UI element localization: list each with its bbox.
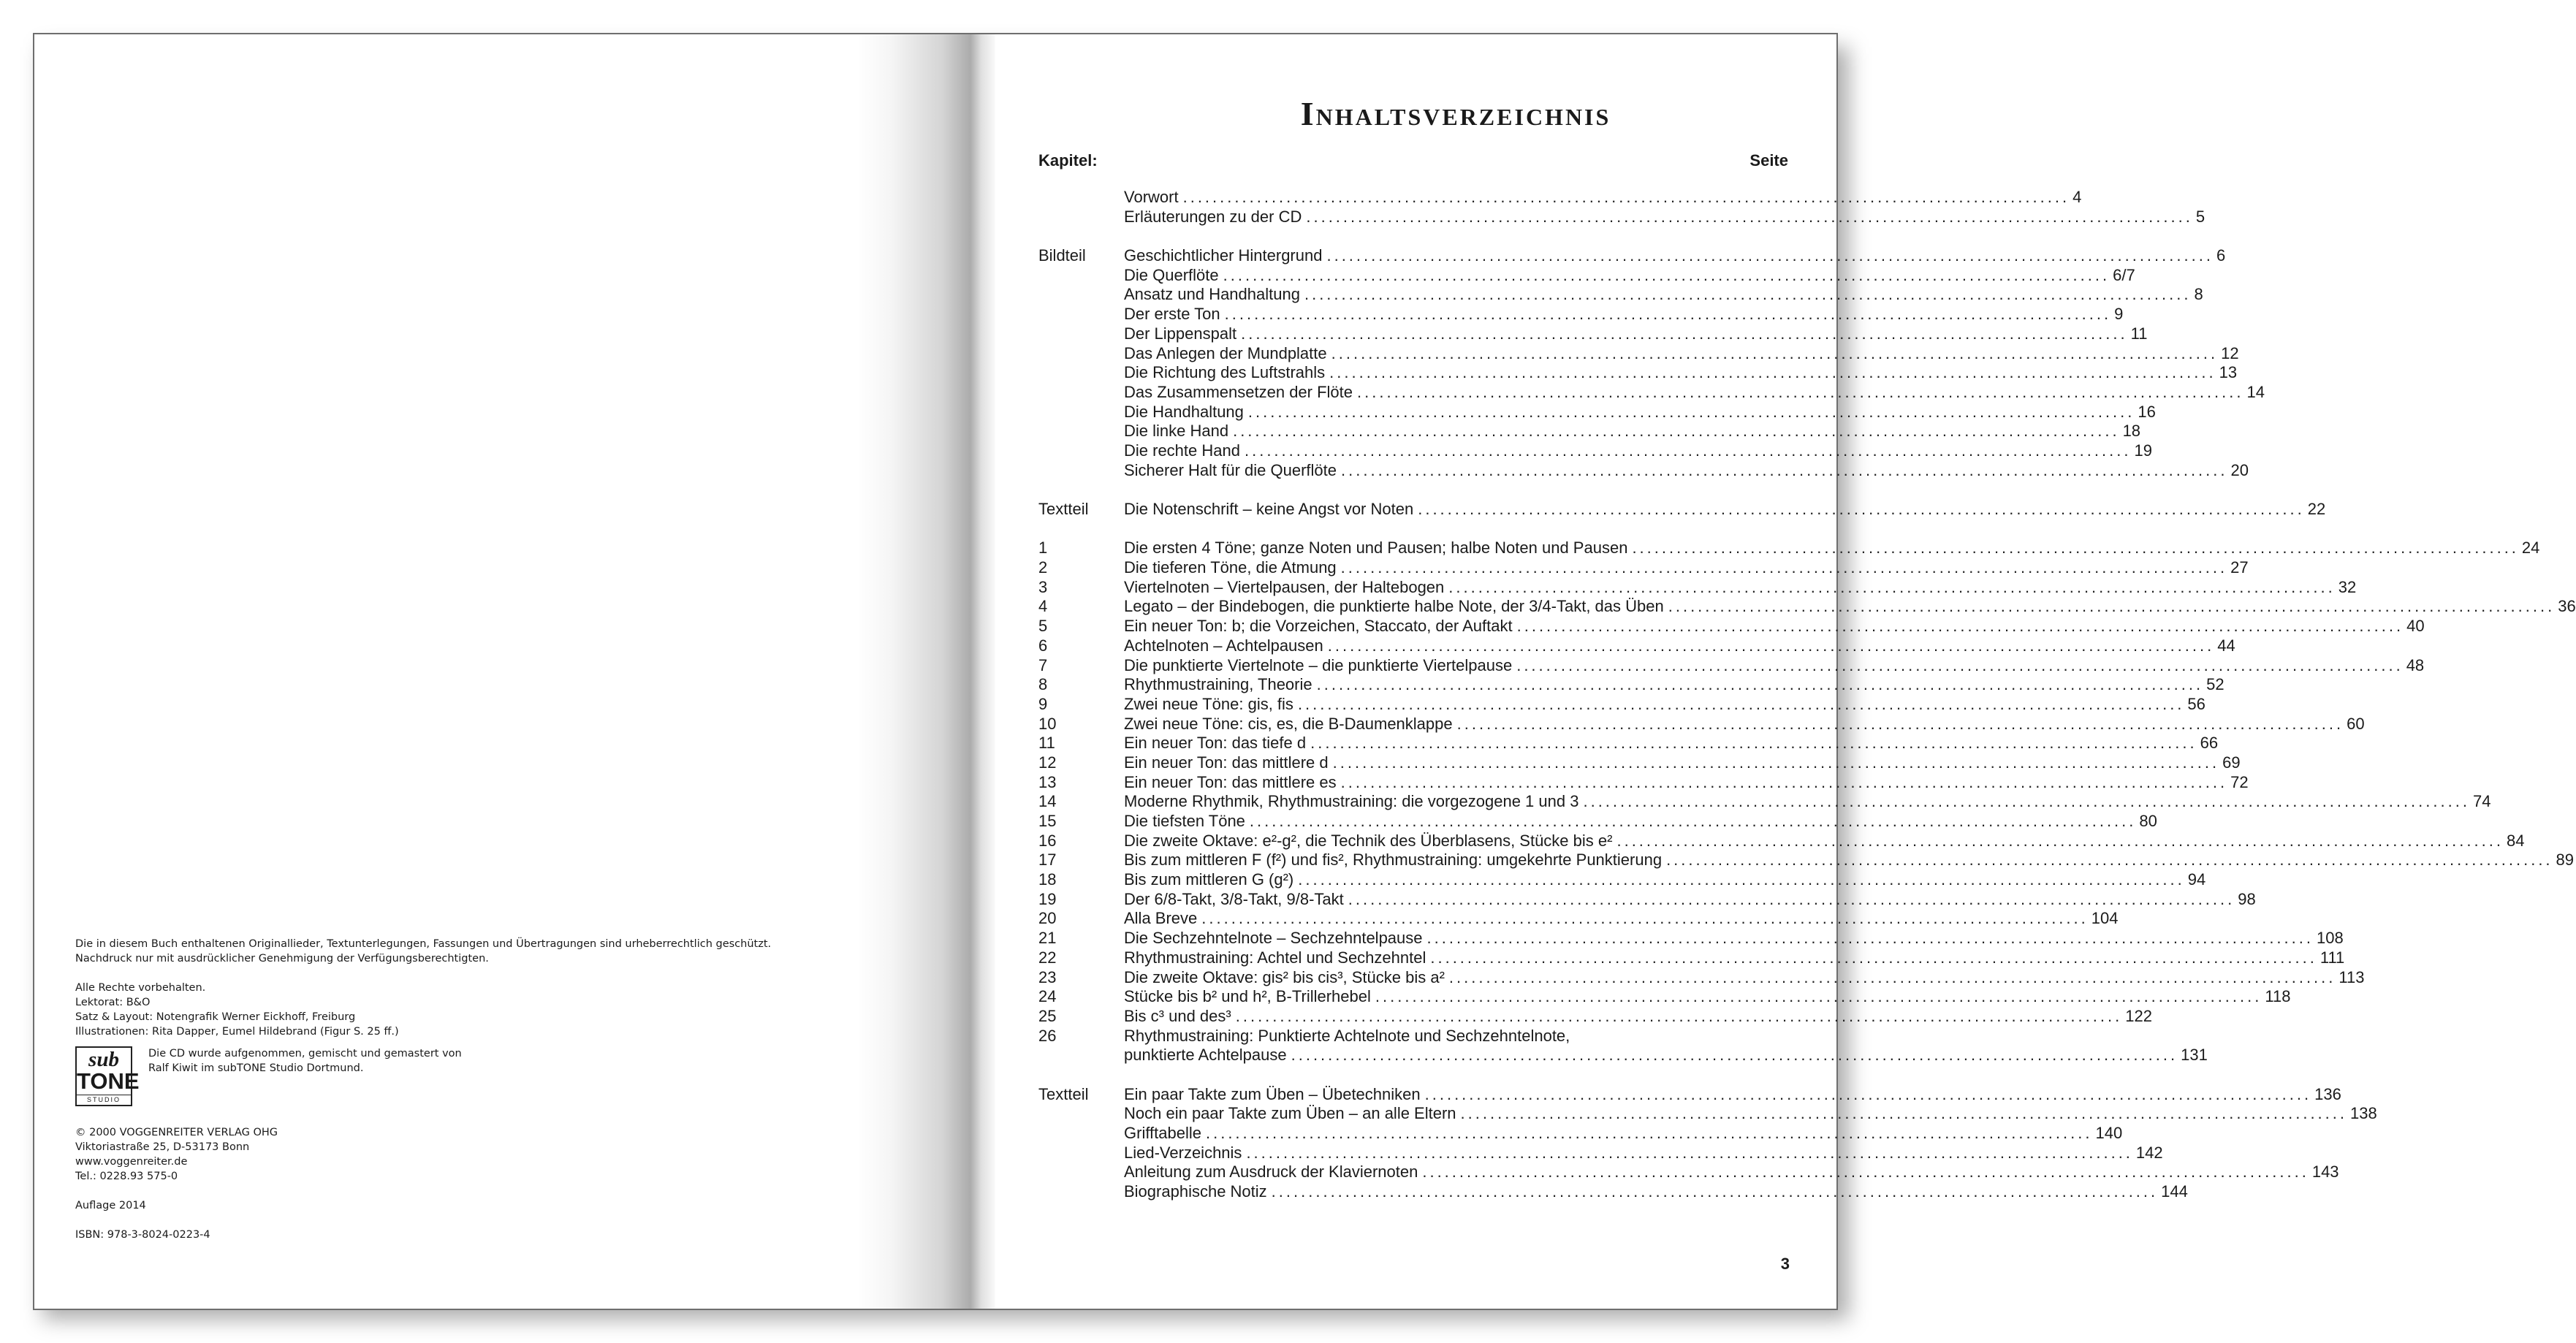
toc-entry-title: Ansatz und Handhaltung xyxy=(1124,285,1300,304)
toc-entry xyxy=(1038,305,2124,324)
toc-entry xyxy=(1038,285,2203,305)
dot-leader: ........................................................................................................................ xyxy=(1306,207,2193,226)
dot-leader: ........................................................................................................................ xyxy=(1247,402,2135,421)
toc-entry xyxy=(1038,929,2344,948)
dot-leader: ........................................................................................................................ xyxy=(1422,1163,2309,1182)
toc-entry xyxy=(1038,870,2206,890)
toc-entry-title: Ein paar Takte zum Üben – Übetechniken xyxy=(1124,1084,1421,1103)
toc-entry-title: Ein neuer Ton: das mittlere d xyxy=(1124,753,1329,772)
toc-entry xyxy=(1038,1026,2208,1065)
dot-leader: ........................................................................................................................ xyxy=(1448,967,2336,986)
toc-entry xyxy=(1038,967,2365,988)
book-gutter xyxy=(856,34,995,1309)
dot-leader: ........................................................................................................................ xyxy=(1244,441,2132,460)
toc-column-page: Seite xyxy=(1749,151,1788,170)
toc-entry xyxy=(1038,812,2157,832)
toc-entry-page: 6 xyxy=(2216,246,2226,265)
toc-entry xyxy=(1038,324,2148,344)
toc-entry-page: 74 xyxy=(2472,792,2491,811)
toc-entry-label: 14 xyxy=(1038,792,1057,811)
toc-entry-page: 13 xyxy=(2219,363,2238,382)
toc-entry-label: 9 xyxy=(1038,694,1048,713)
toc-entry-label: 26 xyxy=(1038,1026,1057,1045)
dot-leader: ........................................................................................................................ xyxy=(1310,734,2197,753)
toc-column-chapter: Kapitel: xyxy=(1038,151,1098,170)
toc-entry-title: Rhythmustraining, Theorie xyxy=(1124,675,1312,694)
dot-leader: ........................................................................................................................ xyxy=(1516,655,2404,674)
toc-entry-title: Die zweite Oktave: e²-g², die Technik des Überblasens, Stücke bis e² xyxy=(1124,831,1613,850)
toc-entry xyxy=(1038,636,2235,656)
toc-entry-title: Die Querflöte xyxy=(1124,265,1219,284)
layout-credit: Satz & Layout: Notengrafik Werner Eickhoff, Freiburg xyxy=(75,1011,356,1023)
toc-entry-page: 136 xyxy=(2314,1084,2341,1103)
toc-entry xyxy=(1038,831,2525,851)
dot-leader: ........................................................................................................................ xyxy=(1430,948,2317,967)
dot-leader: ........................................................................................................................ xyxy=(1316,675,2204,694)
toc-entry xyxy=(1038,1124,2123,1144)
cd-credit-line-1: Die CD wurde aufgenommen, gemischt und gemastert von xyxy=(148,1048,462,1059)
dot-leader: ........................................................................................................................ xyxy=(1348,889,2235,908)
toc-entry xyxy=(1038,792,2491,812)
toc-entry-label: 6 xyxy=(1038,636,1048,655)
toc-entry-title: Geschichtlicher Hintergrund xyxy=(1124,246,1323,265)
dot-leader: ........................................................................................................................ xyxy=(1205,1124,2093,1142)
toc-entry-title: Die Sechzehntelnote – Sechzehntelpause xyxy=(1124,929,1423,948)
toc-entry-page: 69 xyxy=(2222,753,2241,772)
dot-leader: ........................................................................................................................ xyxy=(1456,714,2344,733)
toc-list xyxy=(1038,188,2576,1202)
toc-entry-label: 12 xyxy=(1038,753,1057,772)
toc-entry-title: Achtelnoten – Achtelpausen xyxy=(1124,636,1323,655)
dot-leader: ........................................................................................................................ xyxy=(1241,324,2128,343)
toc-entry xyxy=(1038,889,2256,910)
toc-entry-page: 104 xyxy=(2091,909,2119,928)
toc-entry-page: 143 xyxy=(2311,1163,2339,1182)
toc-entry xyxy=(1038,1182,2188,1202)
toc-entry-page: 89 xyxy=(2556,851,2575,870)
toc-entry xyxy=(1038,734,2219,753)
toc-entry-label: 23 xyxy=(1038,967,1057,986)
toc-entry-page: 66 xyxy=(2200,734,2219,753)
toc-entry xyxy=(1038,1084,2341,1105)
toc-entry-page: 144 xyxy=(2161,1182,2188,1201)
toc-entry xyxy=(1038,558,2249,578)
publisher-phone: Tel.: 0228.93 575-0 xyxy=(75,1171,178,1182)
toc-entry xyxy=(1038,714,2365,734)
illustration-credit: Illustrationen: Rita Dapper, Eumel Hildebrand (Figur S. 25 ff.) xyxy=(75,1026,399,1038)
dot-leader: ........................................................................................................................ xyxy=(1329,363,2216,382)
toc-entry-label: 4 xyxy=(1038,597,1048,616)
lektorat-credit: Lektorat: B&O xyxy=(75,997,151,1008)
toc-entry-page: 140 xyxy=(2095,1124,2123,1142)
dot-leader: ........................................................................................................................ xyxy=(1331,343,2219,362)
toc-entry xyxy=(1038,987,2291,1007)
toc-entry-label: 7 xyxy=(1038,655,1048,674)
toc-entry-title: Der Lippenspalt xyxy=(1124,324,1237,343)
toc-entry-title: Die zweite Oktave: gis² bis cis³, Stücke bis a² xyxy=(1124,967,1445,986)
toc-entry xyxy=(1038,207,2205,227)
cd-credit-block xyxy=(75,1046,806,1106)
toc-entry-title: Die ersten 4 Töne; ganze Noten und Pausen; halbe Noten und Pausen xyxy=(1124,539,1628,558)
toc-entry xyxy=(1038,265,2135,286)
toc-entry xyxy=(1038,597,2576,617)
toc-entry-page: 138 xyxy=(2350,1104,2377,1123)
toc-entry-page: 122 xyxy=(2125,1006,2152,1025)
toc-entry-page: 118 xyxy=(2265,987,2291,1006)
toc-entry xyxy=(1038,753,2241,773)
toc-entry xyxy=(1038,909,2119,929)
toc-entry-label: 5 xyxy=(1038,617,1048,636)
toc-entry-label: Textteil xyxy=(1038,1084,1089,1103)
dot-leader: ........................................................................................................................ xyxy=(1583,792,2470,811)
cd-credit-text xyxy=(148,1046,462,1076)
toc-entry-title: Stücke bis b² und h², B-Trillerhebel xyxy=(1124,987,1371,1006)
toc-entry-page: 84 xyxy=(2506,831,2525,850)
dot-leader: ........................................................................................................................ xyxy=(1298,870,2185,889)
dot-leader: ........................................................................................................................ xyxy=(1424,1084,2312,1103)
toc-entry-label: 20 xyxy=(1038,909,1057,928)
toc-entry-page: 40 xyxy=(2406,617,2425,636)
dot-leader: ........................................................................................................................ xyxy=(1616,831,2504,850)
toc-entry-title: Biographische Notiz xyxy=(1124,1182,1267,1201)
toc-entry-page: 142 xyxy=(2135,1143,2163,1162)
dot-leader: ........................................................................................................................ xyxy=(1223,265,2110,284)
toc-entry xyxy=(1038,675,2224,695)
toc-entry xyxy=(1038,1006,2152,1027)
toc-entry-page: 48 xyxy=(2406,655,2425,674)
toc-entry xyxy=(1038,402,2156,422)
toc-entry-title: Rhythmustraining: Achtel und Sechzehntel xyxy=(1124,948,1426,967)
toc-entry-page: 20 xyxy=(2230,460,2249,479)
dot-leader: ........................................................................................................................ xyxy=(1246,1143,2133,1162)
toc-entry-title: Die linke Hand xyxy=(1124,422,1229,441)
subtone-studio-logo: sub TONE STUDIO xyxy=(75,1046,132,1106)
toc-entry-page: 94 xyxy=(2187,870,2206,889)
toc-entry-page: 12 xyxy=(2221,343,2239,362)
toc-entry xyxy=(1038,1143,2163,1163)
toc-entry xyxy=(1038,343,2239,364)
dot-leader: ........................................................................................................................ xyxy=(1666,851,2553,870)
toc-entry-title: Erläuterungen zu der CD xyxy=(1124,207,1302,226)
toc-entry xyxy=(1038,851,2575,870)
toc-entry-title: Lied-Verzeichnis xyxy=(1124,1143,1242,1162)
toc-entry-label: 16 xyxy=(1038,831,1057,850)
toc-entry-label: 17 xyxy=(1038,851,1057,870)
dot-leader: ........................................................................................................................ xyxy=(1418,500,2305,518)
toc-entry-page: 72 xyxy=(2230,772,2249,791)
toc-entry-title: Alla Breve xyxy=(1124,909,1198,928)
toc-entry-title: Anleitung zum Ausdruck der Klaviernoten xyxy=(1124,1163,1418,1182)
toc-entry-label: Textteil xyxy=(1038,500,1089,518)
toc-entry-page: 32 xyxy=(2338,577,2357,596)
toc-entry-title: Noch ein paar Takte zum Üben – an alle Eltern xyxy=(1124,1104,1456,1123)
toc-entry xyxy=(1038,188,2082,208)
toc-entry-page: 56 xyxy=(2187,694,2205,713)
toc-entry-page: 19 xyxy=(2134,441,2152,460)
toc-entry-label: 21 xyxy=(1038,929,1057,948)
toc-entry-label: 19 xyxy=(1038,889,1057,908)
toc-entry-label: 15 xyxy=(1038,812,1057,830)
toc-entry-page: 44 xyxy=(2217,636,2235,655)
toc-entry-page: 18 xyxy=(2122,422,2141,441)
toc-entry xyxy=(1038,1104,2377,1124)
toc-entry xyxy=(1038,460,2249,481)
toc-entry-title: Die tiefsten Töne xyxy=(1124,812,1245,830)
toc-entry xyxy=(1038,577,2357,598)
dot-leader: ........................................................................................................................ xyxy=(1340,772,2228,791)
toc-entry-page: 52 xyxy=(2206,675,2224,694)
toc-entry-label: 10 xyxy=(1038,714,1057,733)
toc-entry xyxy=(1038,422,2141,441)
dot-leader: ........................................................................................................................ xyxy=(1340,558,2228,577)
toc-entry-label: 11 xyxy=(1038,734,1055,753)
toc-entry-page: 8 xyxy=(2194,285,2203,304)
toc-entry xyxy=(1038,539,2540,558)
dot-leader: ........................................................................................................................ xyxy=(1249,812,2137,830)
toc-entry xyxy=(1038,500,2326,520)
imprint-block xyxy=(75,937,806,1242)
toc-entry xyxy=(1038,1163,2339,1182)
toc-entry-title: Sicherer Halt für die Querflöte xyxy=(1124,460,1337,479)
toc-entry xyxy=(1038,655,2425,676)
dot-leader: ........................................................................................................................ xyxy=(1326,246,2214,265)
dot-leader: ........................................................................................................................ xyxy=(1357,382,2244,401)
toc-title: Inhaltsverzeichnis xyxy=(1300,95,1611,132)
toc-entry-page: 111 xyxy=(2319,948,2345,967)
dot-leader: ........................................................................................................................ xyxy=(1632,539,2519,558)
toc-entry-label: 13 xyxy=(1038,772,1057,791)
toc-entry-label: 24 xyxy=(1038,987,1057,1006)
toc-entry-title-continued: punktierte Achtelpause xyxy=(1124,1046,1287,1065)
toc-entry xyxy=(1038,382,2265,403)
toc-entry-page: 16 xyxy=(2138,402,2156,421)
toc-entry-title: Die rechte Hand xyxy=(1124,441,1240,460)
toc-entry-title: Die Handhaltung xyxy=(1124,402,1244,421)
dot-leader: ........................................................................................................................ xyxy=(1448,577,2336,596)
toc-entry xyxy=(1038,363,2238,383)
dot-leader: ........................................................................................................................ xyxy=(1426,929,2314,948)
toc-entry-page: 22 xyxy=(2307,500,2326,518)
open-book xyxy=(33,33,2576,1310)
dot-leader: ........................................................................................................................ xyxy=(1235,1006,2123,1025)
toc-entry-label: 8 xyxy=(1038,675,1048,694)
cd-credit-line-2: Ralf Kiwit im subTONE Studio Dortmund. xyxy=(148,1062,364,1074)
dot-leader: ........................................................................................................................ xyxy=(1341,460,2228,479)
dot-leader: ........................................................................................................................ xyxy=(1327,636,2215,655)
toc-entry-label: 1 xyxy=(1038,539,1048,558)
toc-entry-title: Das Zusammensetzen der Flöte xyxy=(1124,382,1353,401)
dot-leader: ........................................................................................................................ xyxy=(1668,597,2556,616)
toc-entry-label: 3 xyxy=(1038,577,1048,596)
isbn: ISBN: 978-3-8024-0223-4 xyxy=(75,1229,210,1241)
dot-leader: ........................................................................................................................ xyxy=(1332,753,2220,772)
toc-entry-page: 9 xyxy=(2114,305,2124,324)
dot-leader: ........................................................................................................................ xyxy=(1201,909,2089,928)
toc-entry xyxy=(1038,246,2226,266)
toc-entry-title: Ein neuer Ton: das tiefe d xyxy=(1124,734,1307,753)
dot-leader: ........................................................................................................................ xyxy=(1233,422,2120,441)
toc-entry-page: 5 xyxy=(2195,207,2205,226)
toc-entry-title: Zwei neue Töne: gis, fis xyxy=(1124,694,1293,713)
toc-entry-title: Ein neuer Ton: das mittlere es xyxy=(1124,772,1337,791)
dot-leader: ........................................................................................................................ xyxy=(1516,617,2404,636)
toc-entry-title: Vorwort xyxy=(1124,188,1179,206)
toc-entry-label: Bildteil xyxy=(1038,246,1086,265)
toc-entry-title: Die tieferen Töne, die Atmung xyxy=(1124,558,1337,577)
toc-entry xyxy=(1038,617,2425,636)
toc-entry-title: Bis c³ und des³ xyxy=(1124,1006,1231,1025)
dot-leader: ........................................................................................................................ xyxy=(1291,1046,2178,1065)
dot-leader: ........................................................................................................................ xyxy=(1224,305,2112,324)
toc-entry-page: 113 xyxy=(2338,967,2365,986)
toc-entry-title: Rhythmustraining: Punktierte Achtelnote und Sechzehntelnote, xyxy=(1124,1026,1570,1045)
toc-entry-title: Moderne Rhythmik, Rhythmustraining: die vorgezogene 1 und 3 xyxy=(1124,792,1579,811)
toc-entry-page: 11 xyxy=(2130,324,2148,343)
copyright-notice-2: Nachdruck nur mit ausdrücklicher Genehmigung der Verfügungsberechtigten. xyxy=(75,953,489,965)
rights-reserved: Alle Rechte vorbehalten. xyxy=(75,982,206,994)
copyright-notice-1: Die in diesem Buch enthaltenen Originallieder, Textunterlegungen, Fassungen und Übertragungen sind urheberrechtlich geschützt. xyxy=(75,938,772,950)
toc-entry-title: Legato – der Bindebogen, die punktierte halbe Note, der 3/4-Takt, das Üben xyxy=(1124,597,1664,616)
toc-entry xyxy=(1038,772,2249,793)
dot-leader: ........................................................................................................................ xyxy=(1460,1104,2348,1123)
toc-entry-title: Die Richtung des Luftstrahls xyxy=(1124,363,1326,382)
publisher-name: © 2000 VOGGENREITER VERLAG OHG xyxy=(75,1127,278,1138)
toc-entry-label: 2 xyxy=(1038,558,1048,577)
toc-entry-page: 60 xyxy=(2347,714,2365,733)
dot-leader: ........................................................................................................................ xyxy=(1297,694,2185,713)
toc-entry-page: 24 xyxy=(2521,539,2540,558)
toc-entry xyxy=(1038,948,2345,968)
toc-entry-title: Der 6/8-Takt, 3/8-Takt, 9/8-Takt xyxy=(1124,889,1344,908)
publisher-address: Viktoriastraße 25, D-53173 Bonn xyxy=(75,1141,250,1153)
toc-entry-title: Bis zum mittleren F (f²) und fis², Rhythmustraining: umgekehrte Punktierung xyxy=(1124,851,1663,870)
toc-entry-page: 108 xyxy=(2317,929,2344,948)
toc-entry-page: 131 xyxy=(2181,1046,2208,1065)
toc-entry-page: 4 xyxy=(2072,188,2082,206)
toc-entry-page: 14 xyxy=(2246,382,2265,401)
page-number: 3 xyxy=(1780,1255,1790,1273)
toc-entry-title: Die punktierte Viertelnote – die punktierte Viertelpause xyxy=(1124,655,1513,674)
toc-entry-title: Viertelnoten – Viertelpausen, der Haltebogen xyxy=(1124,577,1445,596)
toc-entry-title: Das Anlegen der Mundplatte xyxy=(1124,343,1327,362)
toc-entry-label: 22 xyxy=(1038,948,1057,967)
dot-leader: ........................................................................................................................ xyxy=(1375,987,2262,1006)
dot-leader: ........................................................................................................................ xyxy=(1182,188,2070,206)
dot-leader: ........................................................................................................................ xyxy=(1304,285,2192,304)
toc-entry-page: 27 xyxy=(2230,558,2249,577)
toc-entry-title: Zwei neue Töne: cis, es, die B-Daumenklappe xyxy=(1124,714,1453,733)
toc-entry-title: Bis zum mittleren G (g²) xyxy=(1124,870,1294,889)
toc-entry-label: 18 xyxy=(1038,870,1057,889)
toc-entry-title: Der erste Ton xyxy=(1124,305,1220,324)
toc-entry xyxy=(1038,441,2152,461)
toc-entry-page: 6/7 xyxy=(2113,265,2135,284)
toc-entry xyxy=(1038,694,2205,715)
toc-entry-title: Ein neuer Ton: b; die Vorzeichen, Staccato, der Auftakt xyxy=(1124,617,1513,636)
edition-info: Auflage 2014 xyxy=(75,1200,146,1211)
toc-entry-page: 36 xyxy=(2558,597,2576,616)
toc-entry-title: Grifftabelle xyxy=(1124,1124,1201,1142)
publisher-website: www.voggenreiter.de xyxy=(75,1156,188,1168)
toc-entry-label: 25 xyxy=(1038,1006,1057,1025)
toc-entry-page: 80 xyxy=(2139,812,2157,830)
toc-entry-title: Die Notenschrift – keine Angst vor Noten xyxy=(1124,500,1414,518)
toc-entry-page: 98 xyxy=(2238,889,2256,908)
dot-leader: ........................................................................................................................ xyxy=(1271,1182,2159,1201)
